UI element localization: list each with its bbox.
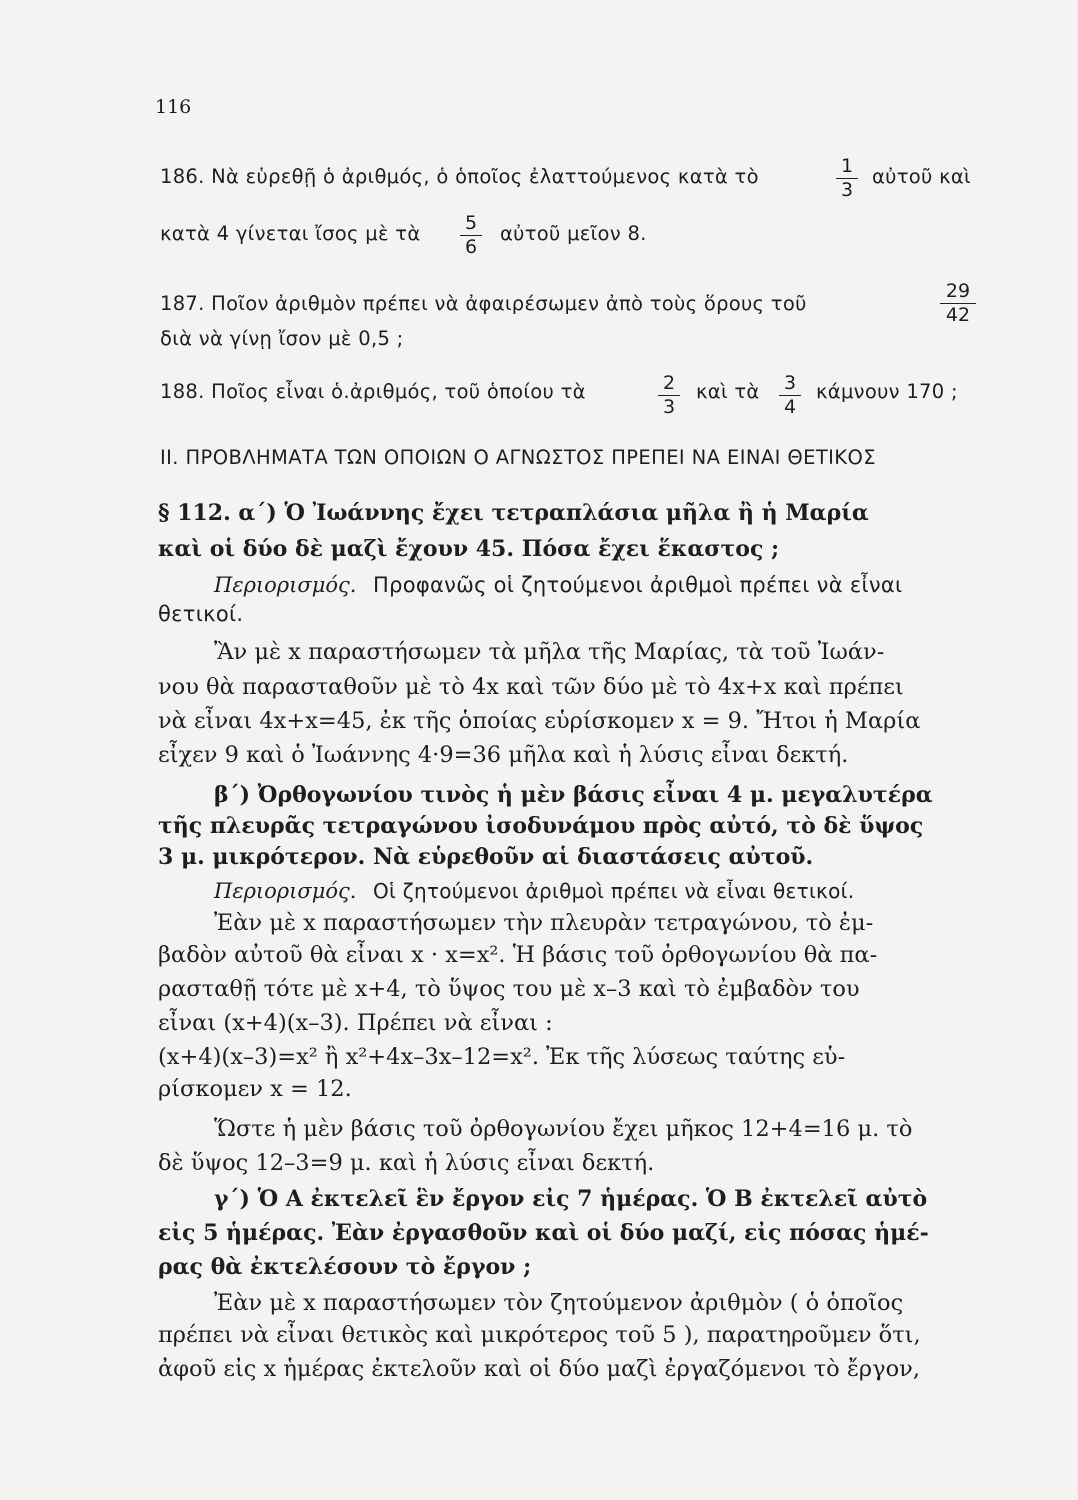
page-number: 116 xyxy=(155,96,192,118)
problem-beta-line-3: 3 μ. μικρότερον. Νὰ εὑρεθοῦν αἱ διαστάσεις αὐτοῦ. xyxy=(158,844,814,870)
problem-beta-line-6: βαδὸν αὐτοῦ θὰ εἶναι x · x=x². Ἡ βάσις τοῦ ὀρθογωνίου θὰ πα- xyxy=(158,942,878,968)
problem-gamma-line-2: εἰς 5 ἡμέρας. Ἐὰν ἐργασθοῦν καὶ οἱ δύο μαζί, εἰς πόσας ἡμέ- xyxy=(158,1220,929,1246)
constraint-text-beta: Οἱ ζητούμενοι ἀριθμοὶ πρέπει νὰ εἶναι θετικοί. xyxy=(373,879,855,903)
problem-alpha-line-4: θετικοί. xyxy=(158,602,244,626)
fraction-three-quarters: 3 4 xyxy=(779,374,801,417)
problem-gamma-line-4: Ἐὰν μὲ x παραστήσωμεν τὸν ζητούμενον ἀριθμὸν ( ὁ ὁποῖος xyxy=(214,1290,904,1316)
section-heading: II. ΠΡΟΒΛΗΜΑΤΑ ΤΩΝ ΟΠΟΙΩΝ Ο ΑΓΝΩΣΤΟΣ ΠΡΕΠΕΙ ΝΑ ΕΙΝΑΙ ΘΕΤΙΚΟΣ xyxy=(160,446,876,469)
problem-beta-line-10: ρίσκομεν x = 12. xyxy=(158,1076,352,1102)
exercise-186-line-1: 186. Νὰ εὑρεθῇ ὁ ἀριθμός, ὁ ὁποῖος ἐλαττούμενος κατὰ τὸ xyxy=(160,165,759,188)
problem-alpha-line-1: § 112. α΄) Ὁ Ἰωάννης ἔχει τετραπλάσια μῆλα ἢ ἡ Μαρία xyxy=(158,500,869,526)
fraction-two-thirds: 2 3 xyxy=(658,374,680,417)
problem-beta-line-11: Ὥστε ἡ μὲν βάσις τοῦ ὀρθογωνίου ἔχει μῆκος 12+4=16 μ. τὸ xyxy=(214,1116,913,1142)
constraint-label-beta: Περιορισμός. xyxy=(214,879,357,903)
problem-beta-line-1: β΄) Ὀρθογωνίου τινὸς ἡ μὲν βάσις εἶναι 4 μ. μεγαλυτέρα xyxy=(214,782,933,808)
problem-beta-line-12: δὲ ὕψος 12–3=9 μ. καὶ ἡ λύσις εἶναι δεκτή. xyxy=(158,1150,655,1176)
fraction-29-42: 29 42 xyxy=(940,282,976,325)
problem-alpha-line-6: νου θὰ παρασταθοῦν μὲ τὸ 4x καὶ τῶν δύο μὲ τὸ 4x+x καὶ πρέπει xyxy=(158,674,904,700)
problem-beta-line-7: ρασταθῇ τότε μὲ x+4, τὸ ὕψος του μὲ x–3 καὶ τὸ ἐμβαδὸν του xyxy=(158,976,860,1002)
fraction-one-third: 1 3 xyxy=(836,157,858,200)
constraint-text-alpha: Προφανῶς οἱ ζητούμενοι ἀριθμοὶ πρέπει νὰ εἶναι xyxy=(373,573,903,597)
problem-alpha-line-2: καὶ οἱ δύο δὲ μαζὶ ἔχουν 45. Πόσα ἔχει ἕκαστος ; xyxy=(158,536,780,562)
problem-alpha-line-8: εἶχεν 9 καὶ ὁ Ἰωάννης 4·9=36 μῆλα καὶ ἡ λύσις εἶναι δεκτή. xyxy=(158,742,849,768)
problem-beta-line-9: (x+4)(x–3)=x² ἢ x²+4x–3x–12=x². Ἐκ τῆς λύσεως ταύτης εὑ- xyxy=(158,1044,846,1070)
exercise-188-mid: καὶ τὰ xyxy=(696,380,760,403)
exercise-188-line: 188. Ποῖος εἶναι ὁ.ἀριθμός, τοῦ ὁποίου τὰ xyxy=(160,380,586,403)
problem-gamma-line-3: ρας θὰ ἐκτελέσουν τὸ ἔργον ; xyxy=(158,1254,532,1280)
exercise-187-line-1: 187. Ποῖον ἀριθμὸν πρέπει νὰ ἀφαιρέσωμεν ἀπὸ τοὺς ὅρους τοῦ xyxy=(160,292,807,315)
problem-alpha-line-7: νὰ εἶναι 4x+x=45, ἐκ τῆς ὁποίας εὑρίσκομεν x = 9. Ἤτοι ἡ Μαρία xyxy=(158,708,921,734)
exercise-186-line-1-end: αὐτοῦ καὶ xyxy=(872,165,971,188)
problem-beta-line-8: εἶναι (x+4)(x–3). Πρέπει νὰ εἶναι : xyxy=(158,1010,553,1036)
problem-alpha-line-5: Ἂν μὲ x παραστήσωμεν τὰ μῆλα τῆς Μαρίας, τὰ τοῦ Ἰωάν- xyxy=(214,639,885,665)
exercise-186-line-2: κατὰ 4 γίνεται ἴσος μὲ τὰ xyxy=(160,222,421,245)
problem-gamma-line-5: πρέπει νὰ εἶναι θετικὸς καὶ μικρότερος τοῦ 5 ), παρατηροῦμεν ὅτι, xyxy=(158,1322,921,1348)
exercise-186-line-2-end: αὐτοῦ μεῖον 8. xyxy=(500,222,647,245)
problem-beta-line-5: Ἐὰν μὲ x παραστήσωμεν τὴν πλευρὰν τετραγώνου, τὸ ἐμ- xyxy=(214,910,874,936)
fraction-five-sixths: 5 6 xyxy=(460,214,482,257)
exercise-187-line-2: διὰ νὰ γίνῃ ἴσον μὲ 0,5 ; xyxy=(160,327,404,350)
exercise-188-end: κάμνουν 170 ; xyxy=(816,380,958,403)
problem-beta-line-2: τῆς πλευρᾶς τετραγώνου ἰσοδυνάμου πρὸς αὐτό, τὸ δὲ ὕψος xyxy=(158,813,924,839)
problem-gamma-line-6: ἀφοῦ εἰς x ἡμέρας ἐκτελοῦν καὶ οἱ δύο μαζὶ ἐργαζόμενοι τὸ ἔργον, xyxy=(158,1356,920,1382)
problem-gamma-line-1: γ΄) Ὁ Α ἐκτελεῖ ἓν ἔργον εἰς 7 ἡμέρας. Ὁ Β ἐκτελεῖ αὐτὸ xyxy=(214,1186,928,1212)
constraint-label-alpha: Περιορισμός. xyxy=(214,573,357,597)
